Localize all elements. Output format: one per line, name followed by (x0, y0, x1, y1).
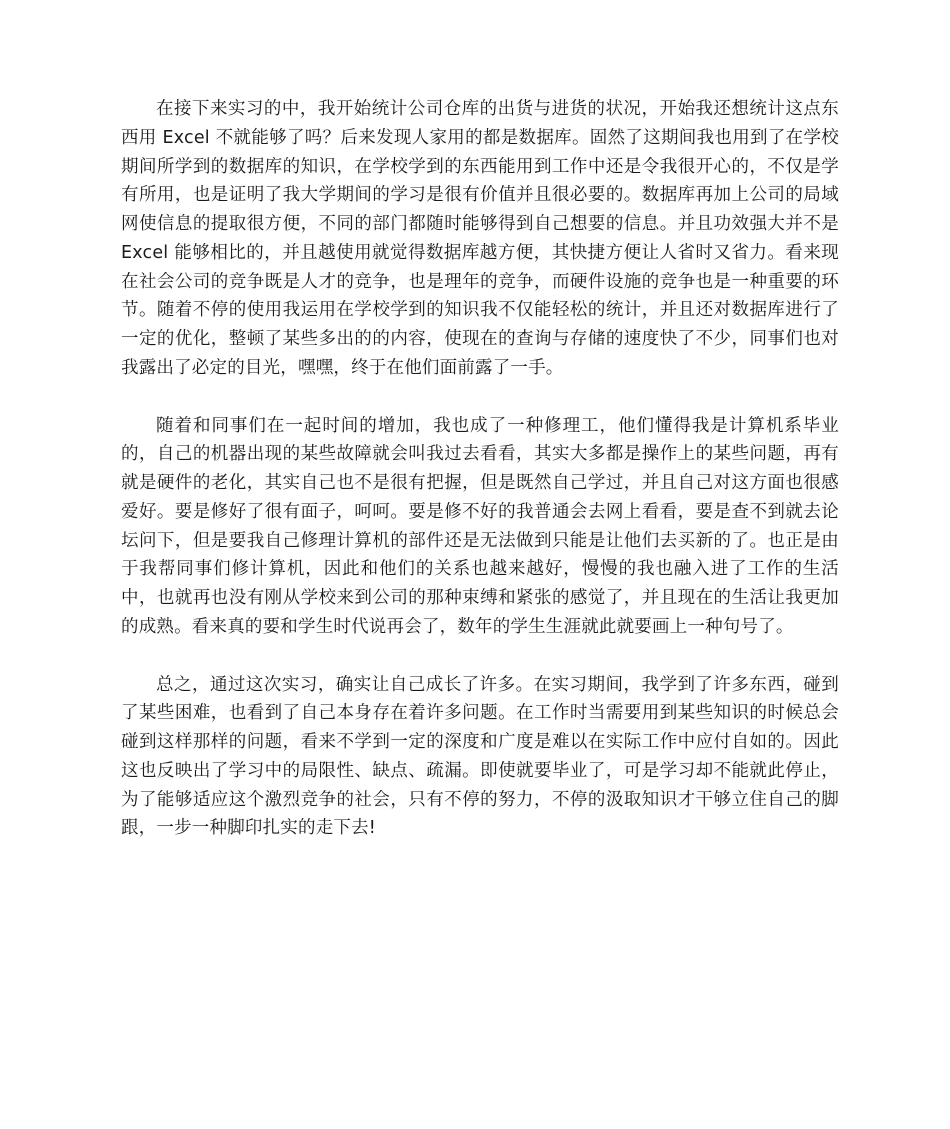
paragraph-conclusion: 总之，通过这次实习，确实让自己成长了许多。在实习期间，我学到了许多东西，碰到了某些困难，也看到了自己本身存在着许多问题。在工作时当需要用到某些知识的时候总会碰到这样那样的问题，看来不学到一定的深度和广度是难以在实际工作中应付自如的。因此这也反映出了学习中的局限性、缺点、疏漏。即使就要毕业了，可是学习却不能就此停止，为了能够适应这个激烈竞争的社会，只有不停的努力，不停的汲取知识才干够立住自己的脚跟，一步一种脚印扎实的走下去! (121, 674, 839, 839)
paragraph-internship-database: 在接下来实习的中，我开始统计公司仓库的出货与进货的状况，开始我还想统计这点东西用 Excel 不就能够了吗？后来发现人家用的都是数据库。固然了这期间我也用到了在学校期间所学到的数据库的知识，在学校学到的东西能用到工作中还是令我很开心的，不仅是学有所用，也是证明了我大学期间的学习是很有价值并且很必要的。数据库再加上公司的局域网使信息的提取很方便，不同的部门都随时能够得到自己想要的信息。并且功效强大并不是 Excel 能够相比的，并且越使用就觉得数据库越方便，其快捷方便让人省时又省力。看来现在社会公司的竞争既是人才的竞争，也是理年的竞争，而硬件设施的竞争也是一种重要的环节。随着不停的使用我运用在学校学到的知识我不仅能轻松的统计，并且还对数据库进行了一定的优化，整顿了某些多出的的内容，使现在的查询与存储的速度快了不少，同事们也对我露出了必定的目光，嘿嘿，终于在他们面前露了一手。 (121, 99, 839, 378)
document-body (121, 95, 839, 872)
paragraph-repair-work: 随着和同事们在一起时间的增加，我也成了一种修理工，他们懂得我是计算机系毕业的，自己的机器出现的某些故障就会叫我过去看看，其实大多都是操作上的某些问题，再有就是硬件的老化，其实自己也不是很有把握，但是既然自己学过，并且自己对这方面也很感爱好。要是修好了很有面子，呵呵。要是修不好的我普通会去网上看看，要是查不到就去论坛问下，但是要我自己修理计算机的部件还是无法做到只能是让他们去买新的了。也正是由于我帮同事们修计算机，因此和他们的关系也越来越好，慢慢的我也融入进了工作的生活中，也就再也没有刚从学校来到公司的那种束缚和紧张的感觉了，并且现在的生活让我更加的成熟。看来真的要和学生时代说再会了，数年的学生生涯就此就要画上一种句号了。 (121, 415, 839, 637)
